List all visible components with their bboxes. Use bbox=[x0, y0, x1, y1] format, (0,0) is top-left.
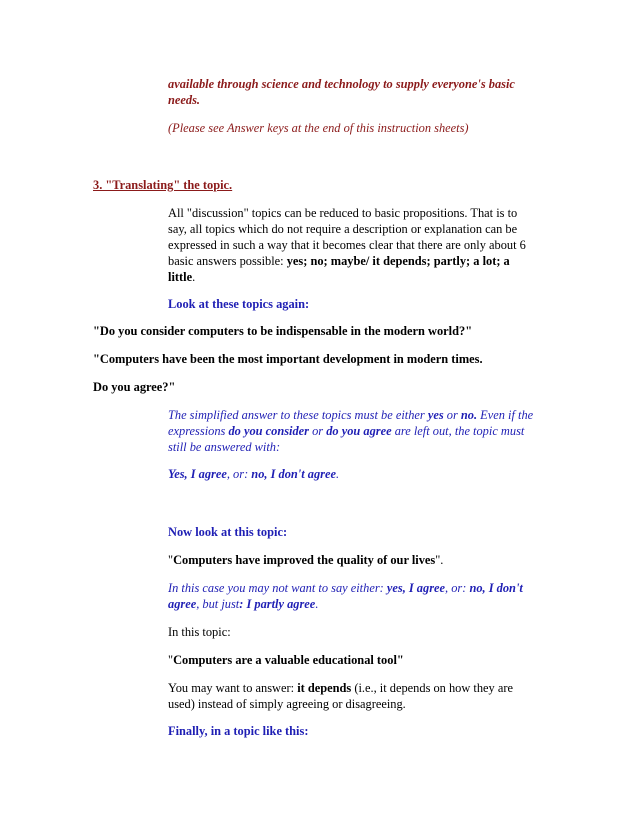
word-yes: yes bbox=[427, 408, 444, 422]
para1-line-3: expressed in such a way that it becomes clear that there are only about 6 bbox=[168, 238, 526, 252]
depends-line-1 bbox=[168, 681, 548, 697]
case-yes-agree: yes, I agree bbox=[386, 581, 446, 595]
word-or-2: or bbox=[309, 424, 327, 438]
para1-line-5 bbox=[168, 270, 548, 286]
topic-3-close-quote: ". bbox=[435, 553, 444, 567]
case-no-dont: no, I don't bbox=[469, 581, 523, 595]
answer-comma: , bbox=[226, 467, 234, 481]
answer-key-note: (Please see Answer keys at the end of this instruction sheets) bbox=[168, 121, 469, 135]
para1-line-2: say, all topics which do not require a description or explanation can be bbox=[168, 222, 518, 236]
word-no: no. bbox=[460, 408, 478, 422]
answer-yes-no bbox=[168, 467, 548, 483]
topic-3 bbox=[168, 553, 548, 569]
topic-3-text: Computers have improved the quality of our lives bbox=[173, 553, 436, 567]
topic-2-line-2: Do you agree?" bbox=[93, 380, 176, 394]
simplified-text-3: expressions bbox=[168, 424, 229, 438]
topic-4-open-quote: " bbox=[168, 653, 174, 667]
topic-1: "Do you consider computers to be indispensable in the modern world?" bbox=[93, 324, 473, 338]
phrase-do-you-agree: do you agree bbox=[326, 424, 392, 438]
in-this-topic: In this topic: bbox=[168, 625, 231, 639]
depends-text-2: (i.e., it depends on how they are bbox=[351, 681, 513, 695]
simplified-text-1: The simplified answer to these topics must be either bbox=[168, 408, 428, 422]
para1-line-1: All "discussion" topics can be reduced to basic propositions. That is to bbox=[168, 206, 518, 220]
word-or-1: or bbox=[443, 408, 461, 422]
answer-yes-agree: Yes, I agree bbox=[168, 467, 227, 481]
section-heading: 3. "Translating" the topic. bbox=[93, 178, 233, 192]
now-look-heading: Now look at this topic: bbox=[168, 525, 288, 539]
case-or: , or: bbox=[445, 581, 470, 595]
answers-list: yes; no; maybe/ it depends; partly; a lot; a bbox=[286, 254, 510, 268]
answer-or: or: bbox=[233, 467, 252, 481]
topic-4 bbox=[168, 653, 548, 669]
case-line-1 bbox=[168, 581, 548, 597]
case-partly-agree: : I partly agree bbox=[239, 597, 316, 611]
topic-3-open-quote: " bbox=[168, 553, 174, 567]
para1-period: . bbox=[192, 270, 196, 284]
look-again-heading: Look at these topics again: bbox=[168, 297, 310, 311]
para1-line-4-text: basic answers possible: bbox=[168, 254, 287, 268]
case-but-just: , but just bbox=[196, 597, 240, 611]
finally-heading: Finally, in a topic like this: bbox=[168, 724, 309, 738]
topic-4-text: Computers are a valuable educational tool" bbox=[173, 653, 404, 667]
phrase-it-depends: it depends bbox=[297, 681, 352, 695]
intro-line-2: needs. bbox=[168, 93, 201, 107]
simplified-text-2: Even if the bbox=[477, 408, 534, 422]
depends-text-1: You may want to answer: bbox=[168, 681, 298, 695]
case-text-1: In this case you may not want to say either: bbox=[168, 581, 387, 595]
case-line-2 bbox=[168, 597, 548, 613]
simplified-line-1 bbox=[168, 408, 548, 424]
depends-line-2: used) instead of simply agreeing or disagreeing. bbox=[168, 697, 406, 711]
para1-line-4 bbox=[168, 254, 548, 270]
intro-line-1: available through science and technology to supply everyone's basic bbox=[168, 77, 515, 91]
simplified-text-4: are left out, the topic must bbox=[391, 424, 525, 438]
simplified-line-2 bbox=[168, 424, 548, 440]
case-agree: agree bbox=[168, 597, 197, 611]
case-period: . bbox=[315, 597, 319, 611]
answer-period: . bbox=[335, 467, 340, 481]
phrase-do-you-consider: do you consider bbox=[228, 424, 309, 438]
answers-list-end: little bbox=[168, 270, 193, 284]
topic-2-line-1: "Computers have been the most important development in modern times. bbox=[93, 352, 483, 366]
answer-no-dont-agree: no, I don't agree bbox=[251, 467, 336, 481]
simplified-line-3: still be answered with: bbox=[168, 440, 281, 454]
